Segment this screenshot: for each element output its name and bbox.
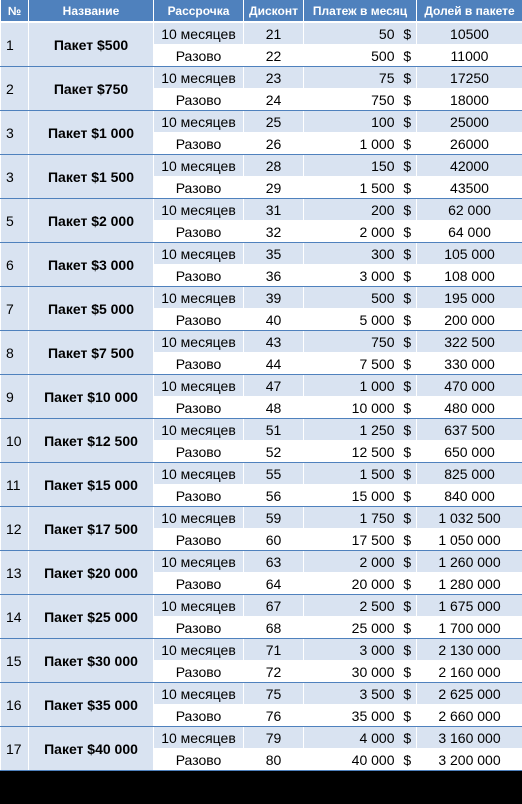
currency-symbol: $ [399, 111, 417, 133]
installment-plan: 10 месяцев [154, 22, 244, 45]
monthly-payment: 3 500 [304, 683, 399, 705]
discount-value: 28 [244, 155, 304, 177]
installment-plan: Разово [154, 265, 244, 287]
discount-value: 36 [244, 265, 304, 287]
shares-count: 1 700 000 [417, 617, 522, 639]
discount-value: 68 [244, 617, 304, 639]
shares-count: 1 675 000 [417, 595, 522, 617]
table-row [1, 683, 522, 705]
package-name: Пакет $35 000 [29, 683, 154, 727]
discount-value: 32 [244, 221, 304, 243]
monthly-payment: 4 000 [304, 727, 399, 749]
installment-plan: Разово [154, 529, 244, 551]
package-name: Пакет $15 000 [29, 463, 154, 507]
currency-symbol: $ [399, 397, 417, 419]
installment-plan: 10 месяцев [154, 639, 244, 661]
package-name: Пакет $20 000 [29, 551, 154, 595]
discount-value: 29 [244, 177, 304, 199]
shares-count: 42000 [417, 155, 522, 177]
table-row [1, 287, 522, 309]
monthly-payment: 7 500 [304, 353, 399, 375]
header-discount: Дисконт [244, 0, 304, 22]
shares-count: 2 660 000 [417, 705, 522, 727]
package-name: Пакет $7 500 [29, 331, 154, 375]
table-row [1, 375, 522, 397]
discount-value: 71 [244, 639, 304, 661]
shares-count: 330 000 [417, 353, 522, 375]
table-row [1, 551, 522, 573]
table-row [1, 199, 522, 221]
shares-count: 480 000 [417, 397, 522, 419]
header-installment: Рассрочка [154, 0, 244, 22]
shares-count: 3 160 000 [417, 727, 522, 749]
discount-value: 56 [244, 485, 304, 507]
currency-symbol: $ [399, 89, 417, 111]
installment-plan: 10 месяцев [154, 683, 244, 705]
shares-count: 3 200 000 [417, 749, 522, 771]
installment-plan: Разово [154, 353, 244, 375]
currency-symbol: $ [399, 45, 417, 67]
monthly-payment: 1 000 [304, 133, 399, 155]
currency-symbol: $ [399, 353, 417, 375]
shares-count: 10500 [417, 22, 522, 45]
package-name: Пакет $2 000 [29, 199, 154, 243]
shares-count: 17250 [417, 67, 522, 89]
shares-count: 108 000 [417, 265, 522, 287]
package-number: 1 [1, 22, 29, 67]
installment-plan: 10 месяцев [154, 155, 244, 177]
installment-plan: Разово [154, 221, 244, 243]
table-row [1, 22, 522, 45]
discount-value: 26 [244, 133, 304, 155]
currency-symbol: $ [399, 507, 417, 529]
discount-value: 35 [244, 243, 304, 265]
discount-value: 47 [244, 375, 304, 397]
installment-plan: Разово [154, 177, 244, 199]
monthly-payment: 150 [304, 155, 399, 177]
installment-plan: 10 месяцев [154, 507, 244, 529]
table-row [1, 419, 522, 441]
package-number: 12 [1, 507, 29, 551]
installment-plan: Разово [154, 485, 244, 507]
shares-count: 650 000 [417, 441, 522, 463]
monthly-payment: 12 500 [304, 441, 399, 463]
shares-count: 62 000 [417, 199, 522, 221]
currency-symbol: $ [399, 177, 417, 199]
installment-plan: Разово [154, 441, 244, 463]
installment-plan: Разово [154, 133, 244, 155]
package-name: Пакет $25 000 [29, 595, 154, 639]
installment-plan: 10 месяцев [154, 419, 244, 441]
installment-plan: 10 месяцев [154, 595, 244, 617]
currency-symbol: $ [399, 67, 417, 89]
table-row [1, 727, 522, 749]
currency-symbol: $ [399, 22, 417, 45]
currency-symbol: $ [399, 551, 417, 573]
package-name: Пакет $500 [29, 22, 154, 67]
package-number: 16 [1, 683, 29, 727]
table-row [1, 111, 522, 133]
package-name: Пакет $30 000 [29, 639, 154, 683]
package-name: Пакет $10 000 [29, 375, 154, 419]
discount-value: 23 [244, 67, 304, 89]
discount-value: 22 [244, 45, 304, 67]
discount-value: 79 [244, 727, 304, 749]
package-number: 6 [1, 243, 29, 287]
discount-value: 31 [244, 199, 304, 221]
discount-value: 59 [244, 507, 304, 529]
table-row [1, 243, 522, 265]
package-name: Пакет $12 500 [29, 419, 154, 463]
shares-count: 470 000 [417, 375, 522, 397]
currency-symbol: $ [399, 243, 417, 265]
shares-count: 26000 [417, 133, 522, 155]
monthly-payment: 5 000 [304, 309, 399, 331]
discount-value: 52 [244, 441, 304, 463]
currency-symbol: $ [399, 441, 417, 463]
monthly-payment: 1 500 [304, 463, 399, 485]
table-body [1, 22, 522, 771]
monthly-payment: 1 750 [304, 507, 399, 529]
package-number: 2 [1, 67, 29, 111]
currency-symbol: $ [399, 749, 417, 771]
discount-value: 63 [244, 551, 304, 573]
monthly-payment: 75 [304, 67, 399, 89]
shares-count: 1 280 000 [417, 573, 522, 595]
monthly-payment: 50 [304, 22, 399, 45]
discount-value: 64 [244, 573, 304, 595]
currency-symbol: $ [399, 419, 417, 441]
package-number: 15 [1, 639, 29, 683]
shares-count: 18000 [417, 89, 522, 111]
table-row [1, 67, 522, 89]
shares-count: 200 000 [417, 309, 522, 331]
monthly-payment: 750 [304, 331, 399, 353]
monthly-payment: 15 000 [304, 485, 399, 507]
monthly-payment: 750 [304, 89, 399, 111]
installment-plan: 10 месяцев [154, 243, 244, 265]
installment-plan: Разово [154, 45, 244, 67]
installment-plan: 10 месяцев [154, 199, 244, 221]
shares-count: 825 000 [417, 463, 522, 485]
monthly-payment: 2 000 [304, 551, 399, 573]
package-number: 13 [1, 551, 29, 595]
package-number: 17 [1, 727, 29, 771]
currency-symbol: $ [399, 529, 417, 551]
installment-plan: 10 месяцев [154, 111, 244, 133]
currency-symbol: $ [399, 331, 417, 353]
monthly-payment: 10 000 [304, 397, 399, 419]
installment-plan: 10 месяцев [154, 463, 244, 485]
shares-count: 322 500 [417, 331, 522, 353]
currency-symbol: $ [399, 463, 417, 485]
shares-count: 1 032 500 [417, 507, 522, 529]
package-number: 7 [1, 287, 29, 331]
package-name: Пакет $3 000 [29, 243, 154, 287]
package-name: Пакет $1 000 [29, 111, 154, 155]
installment-plan: 10 месяцев [154, 67, 244, 89]
table-row [1, 639, 522, 661]
header-shares: Долей в пакете [417, 0, 522, 22]
installment-plan: Разово [154, 617, 244, 639]
package-name: Пакет $750 [29, 67, 154, 111]
monthly-payment: 17 500 [304, 529, 399, 551]
monthly-payment: 3 000 [304, 639, 399, 661]
table-row [1, 463, 522, 485]
installment-plan: Разово [154, 89, 244, 111]
shares-count: 43500 [417, 177, 522, 199]
table-row [1, 595, 522, 617]
currency-symbol: $ [399, 199, 417, 221]
shares-count: 1 050 000 [417, 529, 522, 551]
currency-symbol: $ [399, 375, 417, 397]
currency-symbol: $ [399, 573, 417, 595]
discount-value: 75 [244, 683, 304, 705]
monthly-payment: 25 000 [304, 617, 399, 639]
package-number: 3 [1, 155, 29, 199]
discount-value: 72 [244, 661, 304, 683]
package-name: Пакет $40 000 [29, 727, 154, 771]
shares-count: 195 000 [417, 287, 522, 309]
installment-plan: 10 месяцев [154, 331, 244, 353]
shares-count: 840 000 [417, 485, 522, 507]
installment-plan: Разово [154, 573, 244, 595]
shares-count: 25000 [417, 111, 522, 133]
currency-symbol: $ [399, 309, 417, 331]
monthly-payment: 500 [304, 287, 399, 309]
currency-symbol: $ [399, 265, 417, 287]
header-number: № [1, 0, 29, 22]
monthly-payment: 2 500 [304, 595, 399, 617]
discount-value: 67 [244, 595, 304, 617]
monthly-payment: 1 000 [304, 375, 399, 397]
shares-count: 11000 [417, 45, 522, 67]
monthly-payment: 2 000 [304, 221, 399, 243]
shares-count: 1 260 000 [417, 551, 522, 573]
header-name: Название [29, 0, 154, 22]
monthly-payment: 1 250 [304, 419, 399, 441]
discount-value: 43 [244, 331, 304, 353]
installment-plan: Разово [154, 705, 244, 727]
currency-symbol: $ [399, 595, 417, 617]
shares-count: 2 625 000 [417, 683, 522, 705]
discount-value: 21 [244, 22, 304, 45]
currency-symbol: $ [399, 221, 417, 243]
shares-count: 105 000 [417, 243, 522, 265]
currency-symbol: $ [399, 485, 417, 507]
discount-value: 76 [244, 705, 304, 727]
discount-value: 60 [244, 529, 304, 551]
discount-value: 55 [244, 463, 304, 485]
package-number: 5 [1, 199, 29, 243]
monthly-payment: 1 500 [304, 177, 399, 199]
installment-plan: 10 месяцев [154, 551, 244, 573]
package-name: Пакет $17 500 [29, 507, 154, 551]
package-number: 11 [1, 463, 29, 507]
installment-plan: 10 месяцев [154, 727, 244, 749]
currency-symbol: $ [399, 727, 417, 749]
shares-count: 64 000 [417, 221, 522, 243]
installment-plan: Разово [154, 661, 244, 683]
currency-symbol: $ [399, 287, 417, 309]
currency-symbol: $ [399, 683, 417, 705]
package-number: 9 [1, 375, 29, 419]
currency-symbol: $ [399, 639, 417, 661]
installment-plan: Разово [154, 749, 244, 771]
monthly-payment: 100 [304, 111, 399, 133]
monthly-payment: 500 [304, 45, 399, 67]
monthly-payment: 200 [304, 199, 399, 221]
header-monthly-payment: Платеж в месяц [304, 0, 417, 22]
monthly-payment: 300 [304, 243, 399, 265]
monthly-payment: 35 000 [304, 705, 399, 727]
discount-value: 24 [244, 89, 304, 111]
package-name: Пакет $5 000 [29, 287, 154, 331]
table-row [1, 155, 522, 177]
package-name: Пакет $1 500 [29, 155, 154, 199]
currency-symbol: $ [399, 617, 417, 639]
monthly-payment: 30 000 [304, 661, 399, 683]
currency-symbol: $ [399, 133, 417, 155]
currency-symbol: $ [399, 661, 417, 683]
installment-plan: Разово [154, 397, 244, 419]
shares-count: 2 130 000 [417, 639, 522, 661]
discount-value: 51 [244, 419, 304, 441]
monthly-payment: 40 000 [304, 749, 399, 771]
currency-symbol: $ [399, 705, 417, 727]
discount-value: 48 [244, 397, 304, 419]
installment-plan: 10 месяцев [154, 287, 244, 309]
package-number: 3 [1, 111, 29, 155]
installment-plan: 10 месяцев [154, 375, 244, 397]
table-row [1, 507, 522, 529]
table-row [1, 331, 522, 353]
discount-value: 25 [244, 111, 304, 133]
package-number: 8 [1, 331, 29, 375]
shares-count: 637 500 [417, 419, 522, 441]
discount-value: 80 [244, 749, 304, 771]
currency-symbol: $ [399, 155, 417, 177]
discount-value: 40 [244, 309, 304, 331]
shares-count: 2 160 000 [417, 661, 522, 683]
monthly-payment: 3 000 [304, 265, 399, 287]
discount-value: 39 [244, 287, 304, 309]
discount-value: 44 [244, 353, 304, 375]
installment-plan: Разово [154, 309, 244, 331]
package-number: 10 [1, 419, 29, 463]
header-row [1, 0, 522, 22]
package-number: 14 [1, 595, 29, 639]
monthly-payment: 20 000 [304, 573, 399, 595]
